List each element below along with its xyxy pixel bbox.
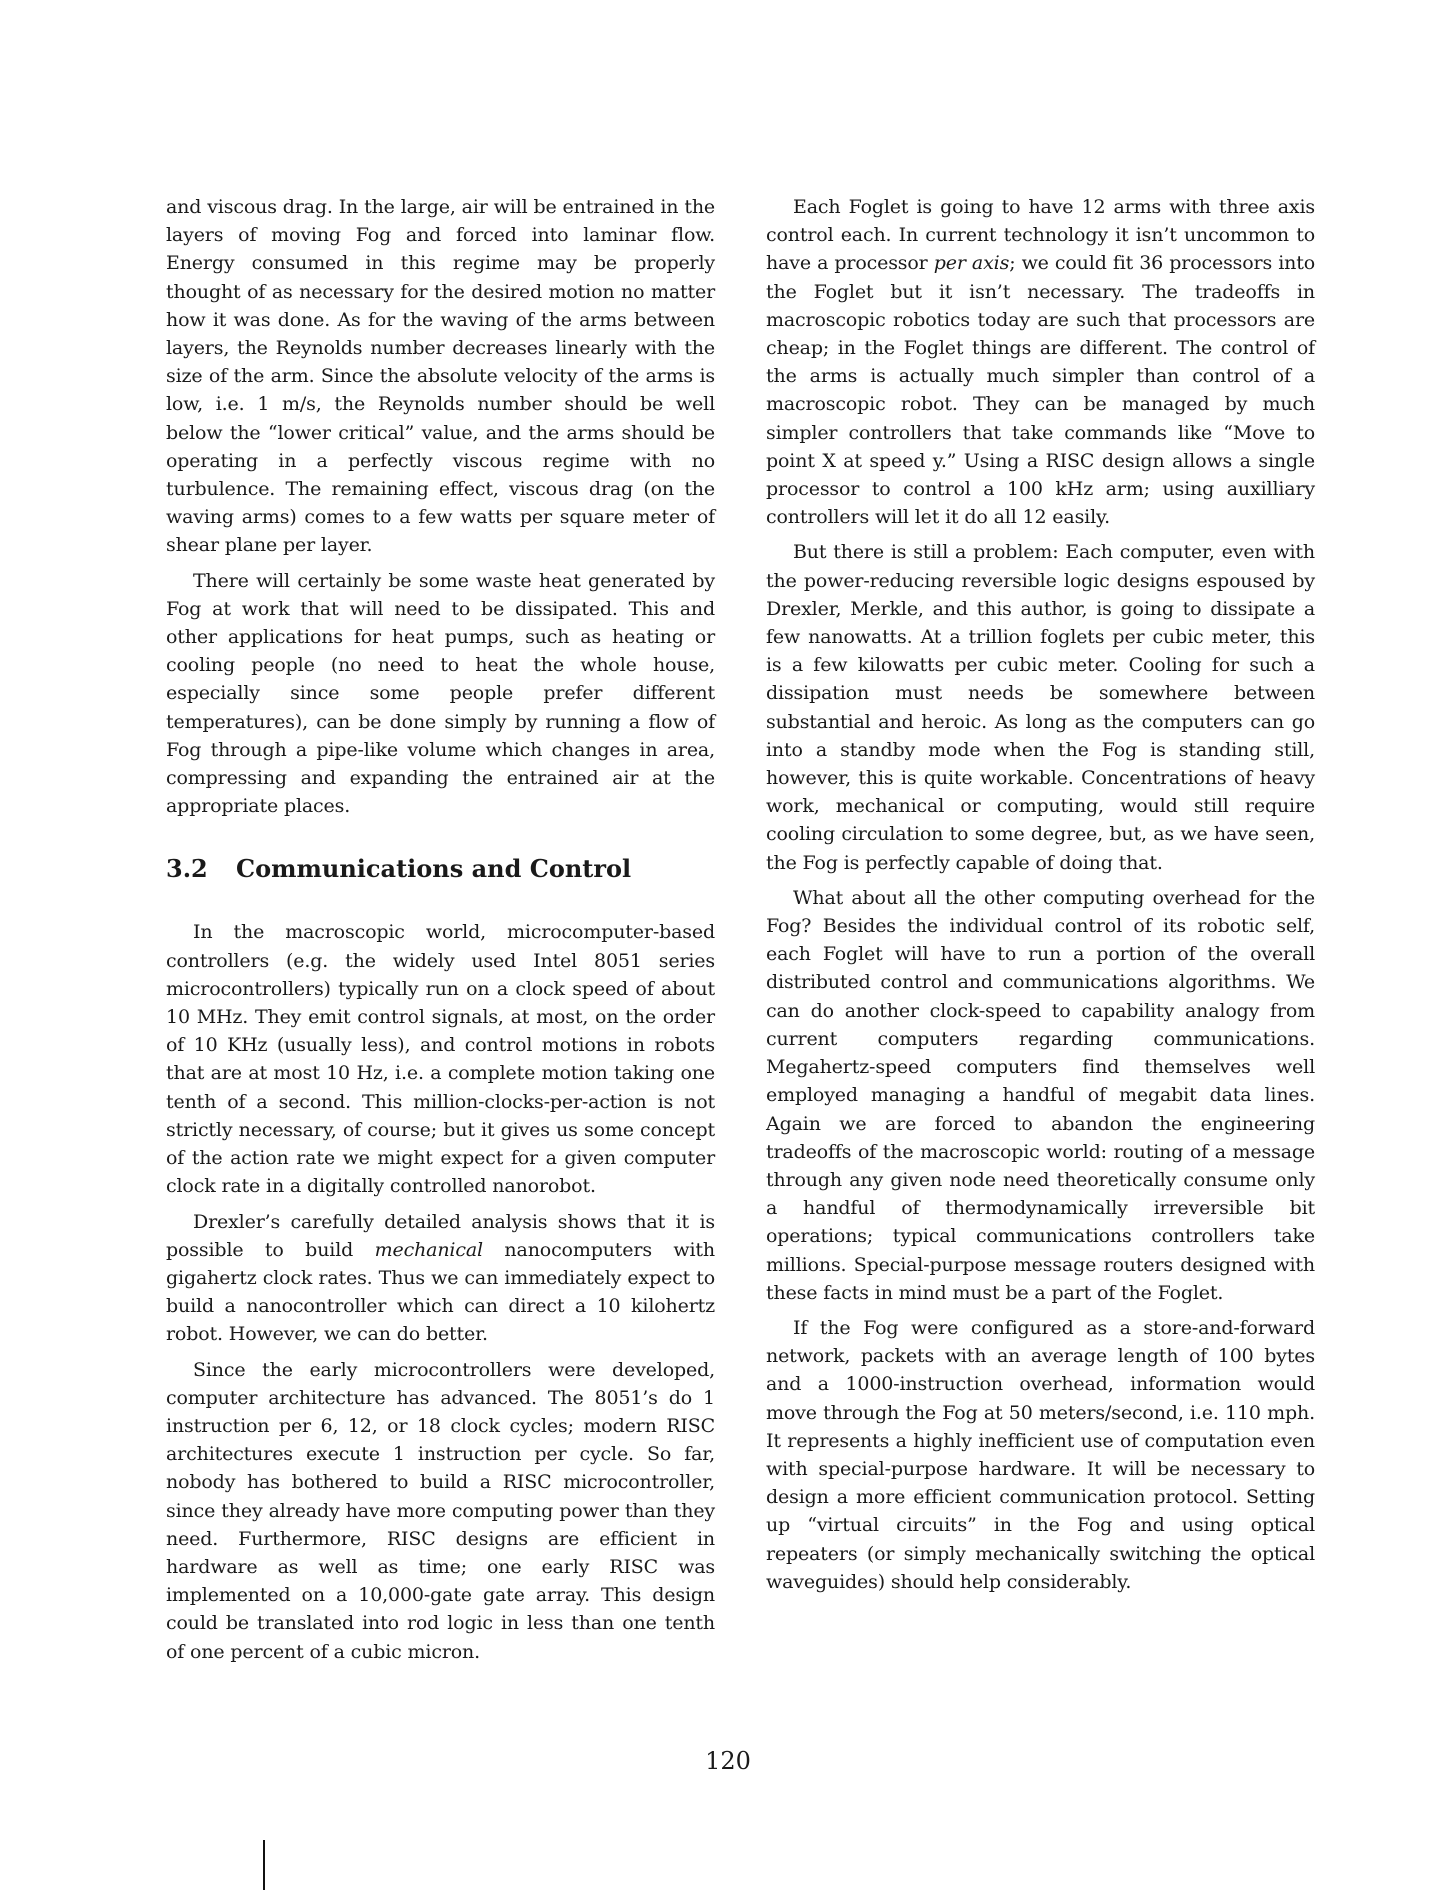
emphasis: per axis (933, 252, 1010, 275)
section-title: Communications and Control (236, 854, 632, 884)
paragraph: Drexler’s carefully detailed analysis shows that it is possible to build mechanical nanocomputers with gigahertz clock rates. Thus we can immediately expect to build a nanocontroller which can direct a 10 kilohertz robot. However, we can do better. (166, 1210, 716, 1346)
paragraph: If the Fog were configured as a store-and-forward network, packets with an average length of 100 bytes and a 1000-instruction overhead, information would move through the Fog at 50 meters/second, i.e. 110 mph. It represents a highly inefficient use of computation even with special-purpose hardware. It will be necessary to design a more efficient communication protocol. Setting up “virtual circuits” in the Fog and using optical repeaters (or simply mechanically switching the optical waveguides) should help considerably. (766, 1316, 1315, 1593)
paragraph: and viscous drag. In the large, air will be entrained in the layers of moving Fog and forced into laminar flow. Energy consumed in this regime may be properly thought of as necessary for the desired motion no matter how it was done. As for the waving of the arms between layers, the Reynolds number decreases linearly with the size of the arm. Since the absolute velocity of the arms is low, i.e. 1 m/s, the Reynolds number should be well below the “lower critical” value, and the arms should be operating in a perfectly viscous regime with no turbulence. The remaining effect, viscous drag (on the waving arms) comes to a few watts per square meter of shear plane per layer. (166, 196, 715, 557)
section-heading (166, 854, 715, 884)
page-number: 120 (705, 1747, 751, 1775)
paragraph: What about all the other computing overhead for the Fog? Besides the individual control of its robotic self, each Foglet will have to run a portion of the overall distributed control and communications algorithms. We can do another clock-speed to capability analogy from current computers regarding communications. Megahertz-speed computers find themselves well employed managing a handful of megabit data lines. Again we are forced to abandon the engineering tradeoffs of the macroscopic world: routing of a message through any given node need theoretically consume only a handful of thermodynamically irreversible bit operations; typical communications controllers take millions. Special-purpose message routers designed with these facts in mind must be a part of the Foglet. (766, 886, 1315, 1304)
scan-edge-mark (263, 1840, 265, 1890)
paragraph: Since the early microcontrollers were developed, computer architecture has advanced. The 8051’s do 1 instruction per 6, 12, or 18 clock cycles; modern RISC architectures execute 1 instruction per cycle. So far, nobody has bothered to build a RISC microcontroller, since they already have more computing power than they need. Furthermore, RISC designs are efficient in hardware as well as time; one early RISC was implemented on a 10,000-gate gate array. This design could be translated into rod logic in less than one tenth of one percent of a cubic micron. (166, 1358, 715, 1663)
paragraph: There will certainly be some waste heat generated by Fog at work that will need to be dissipated. This and other applications for heat pumps, such as heating or cooling people (no need to heat the whole house, especially since some people prefer different temperatures), can be done simply by running a flow of Fog through a pipe-like volume which changes in area, compressing and expanding the entrained air at the appropriate places. (166, 569, 715, 818)
section-number: 3.2 (166, 854, 208, 884)
left-column (166, 193, 715, 1673)
emphasis: mechanical (374, 1238, 483, 1261)
paragraph: In the macroscopic world, microcomputer-based controllers (e.g. the widely used Intel 8051 series microcontrollers) typically run on a clock speed of about 10 MHz. They emit control signals, at most, on the order of 10 KHz (usually less), and control motions in robots that are at most 10 Hz, i.e. a complete motion taking one tenth of a second. This million-clocks-per-action is not strictly necessary, of course; but it gives us some concept of the action rate we might expect for a given computer clock rate in a digitally controlled nanorobot. (166, 921, 715, 1198)
right-column (766, 193, 1315, 1603)
paragraph: But there is still a problem: Each computer, even with the power-reducing reversible logic designs espoused by Drexler, Merkle, and this author, is going to dissipate a few nanowatts. At a trillion foglets per cubic meter, this is a few kilowatts per cubic meter. Cooling for such a dissipation must needs be somewhere between substantial and heroic. As long as the computers can go into a standby mode when the Fog is standing still, however, this is quite workable. Concentrations of heavy work, mechanical or computing, would still require cooling circulation to some degree, but, as we have seen, the Fog is perfectly capable of doing that. (766, 541, 1315, 874)
paragraph: Each Foglet is going to have 12 arms with three axis control each. In current technology it isn’t uncommon to have a processor per axis; we could fit 36 processors into the Foglet but it isn’t necessary. The tradeoffs in macroscopic robotics today are such that processors are cheap; in the Foglet things are different. The control of the arms is actually much simpler than control of a macroscopic robot. They can be managed by much simpler controllers that take commands like “Move to point X at speed y.” Using a RISC design allows a single processor to control a 100 kHz arm; using auxilliary controllers will let it do all 12 easily. (766, 196, 1316, 529)
